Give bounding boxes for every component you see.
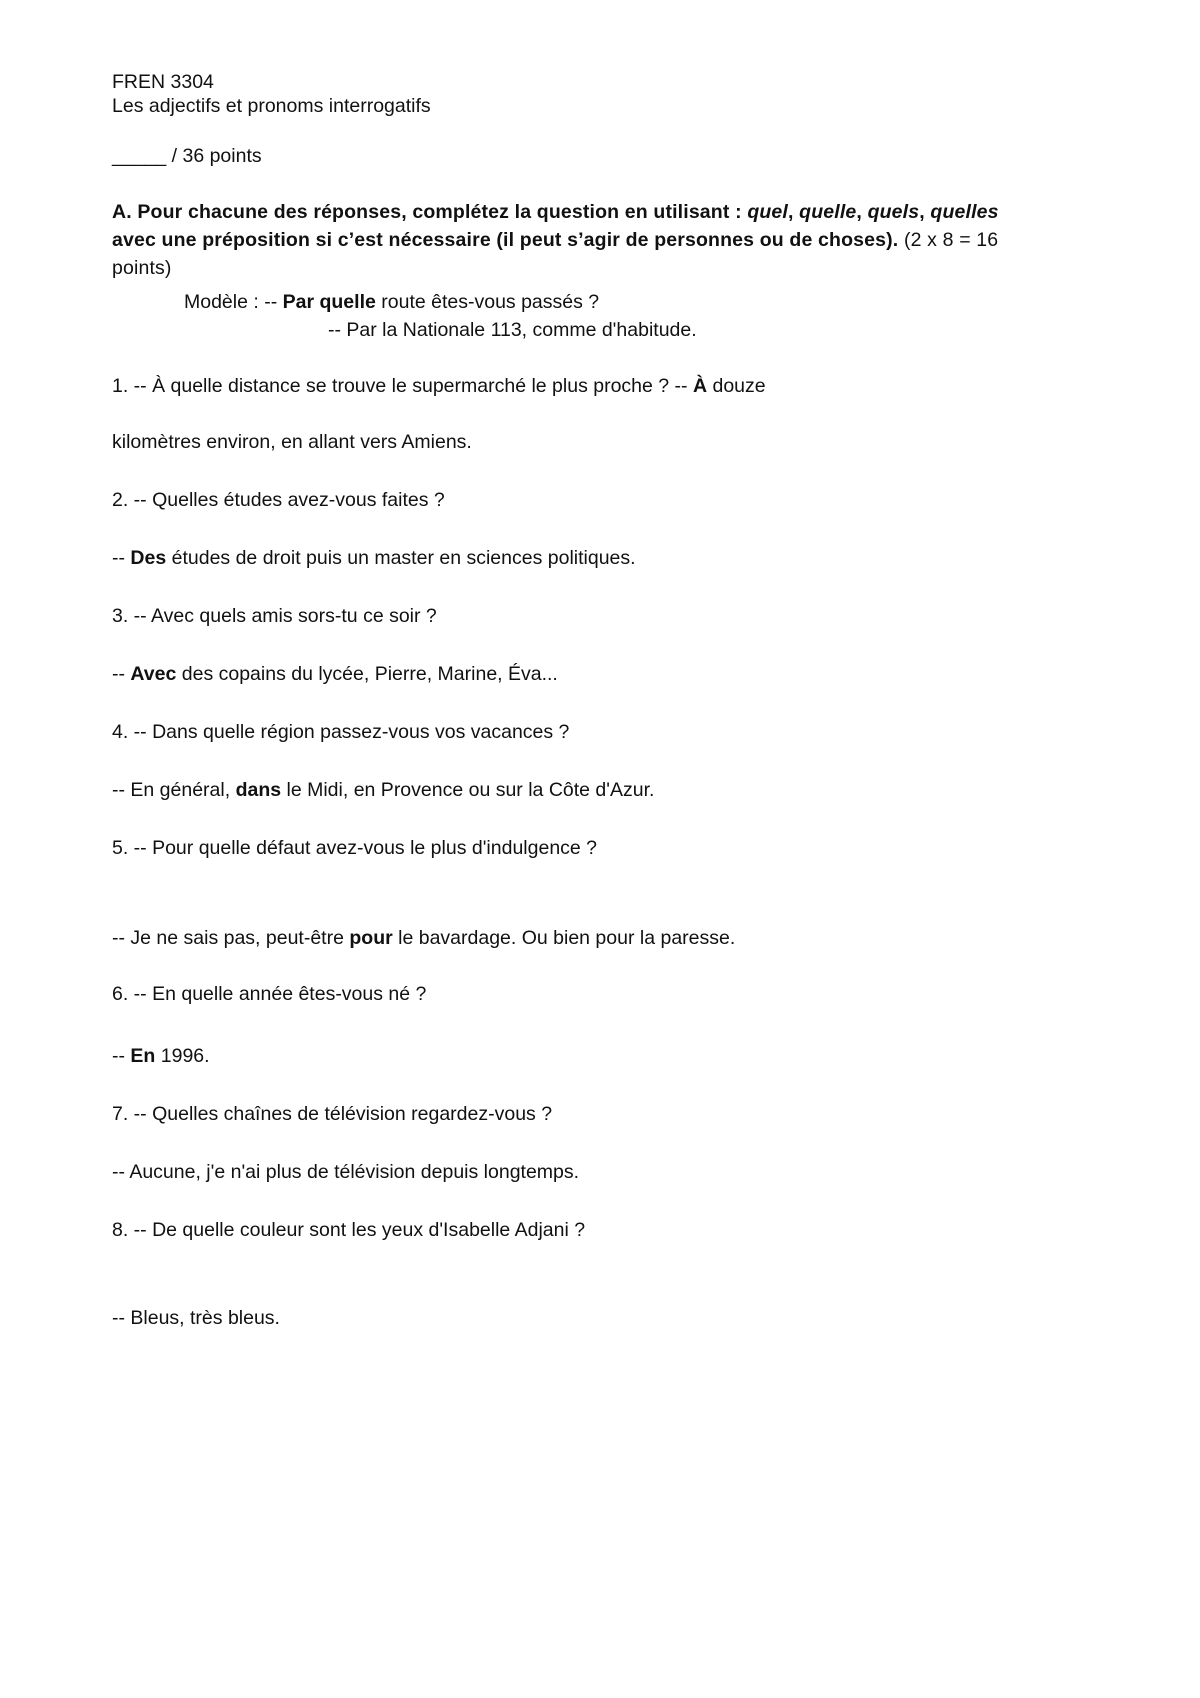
document-subtitle: Les adjectifs et pronoms interrogatifs [112,95,431,117]
word-quelle: quelle [799,201,857,223]
answer-5-bold: pour [349,927,393,949]
question-3: 3. -- Avec quels amis sors-tu ce soir ? [112,605,437,627]
model-label: Modèle : -- [184,291,278,313]
instructions-part-2: avec une préposition si c’est nécessaire (il peut s’agir de personnes ou de choses). [112,229,899,251]
question-8: 8. -- De quelle couleur sont les yeux d'Isabelle Adjani ? [112,1219,586,1241]
answer-6-rest: 1996. [160,1045,210,1067]
answer-6-bold: En [130,1045,156,1067]
model-bold: Par quelle [282,291,376,313]
answer-3-prefix: -- [112,663,125,685]
answer-2-prefix: -- [112,547,125,569]
section-letter: A. [112,201,132,223]
instructions-part-1: Pour chacune des réponses, complétez la question en utilisant : [137,201,742,223]
question-6: 6. -- En quelle année êtes-vous né ? [112,983,427,1005]
answer-6-prefix: -- [112,1045,125,1067]
answer-4 [112,778,654,802]
answer-6 [112,1044,210,1068]
answer-3-bold: Avec [130,663,177,685]
model-rest: route êtes-vous passés ? [381,291,600,313]
answer-3 [112,662,558,686]
question-4: 4. -- Dans quelle région passez-vous vos vacances ? [112,721,570,743]
answer-4-prefix: -- En général, [112,779,231,801]
question-2: 2. -- Quelles études avez-vous faites ? [112,489,445,511]
answer-1-rest: douze [712,375,766,397]
question-1-text: 1. -- À quelle distance se trouve le supermarché le plus proche ? -- [112,375,688,397]
answer-5-rest: le bavardage. Ou bien pour la paresse. [398,927,736,949]
answer-5 [112,926,735,950]
model-answer: -- Par la Nationale 113, comme d'habitude. [328,319,697,341]
word-quelles: quelles [930,201,999,223]
question-1 [112,374,766,398]
score-line: _____ / 36 points [112,145,262,167]
model-question [112,290,599,314]
answer-3-rest: des copains du lycée, Pierre, Marine, Éva... [181,663,558,685]
course-code: FREN 3304 [112,71,214,93]
section-a-instructions: A. Pour chacune des réponses, complétez la question en utilisant : quel, quelle, quels, quelles avec une préposition si c’est nécessaire (il peut s’agir de personnes ou de choses). (2 x 8 = 16 points) [112,201,999,279]
answer-4-rest: le Midi, en Provence ou sur la Côte d'Azur. [286,779,655,801]
answer-2 [112,546,636,570]
points-note: (2 x 8 = 16 points) [112,229,999,279]
answer-2-rest: études de droit puis un master en sciences politiques. [171,547,636,569]
answer-2-bold: Des [130,547,167,569]
word-quel: quel [747,201,788,223]
answer-4-bold: dans [235,779,282,801]
answer-1-bold: À [692,375,708,397]
word-quels: quels [867,201,920,223]
answer-7: -- Aucune, j'e n'ai plus de télévision depuis longtemps. [112,1161,580,1183]
answer-8: -- Bleus, très bleus. [112,1307,280,1329]
answer-1-continuation: kilomètres environ, en allant vers Amiens. [112,431,472,453]
question-7: 7. -- Quelles chaînes de télévision regardez-vous ? [112,1103,553,1125]
answer-5-prefix: -- Je ne sais pas, peut-être [112,927,344,949]
question-5: 5. -- Pour quelle défaut avez-vous le plus d'indulgence ? [112,837,598,859]
